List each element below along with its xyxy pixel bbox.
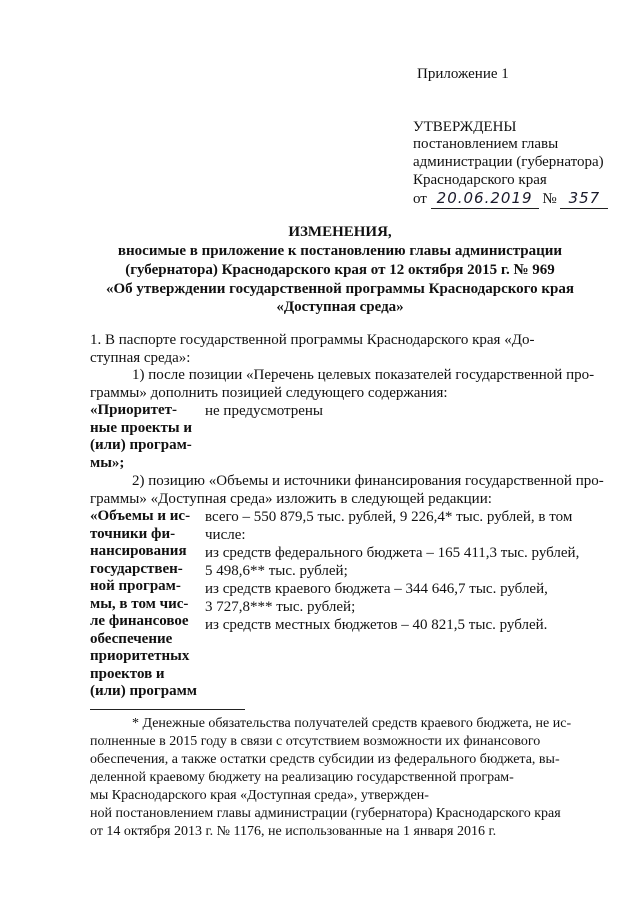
footnote-separator	[90, 709, 245, 710]
label-line: «Приоритет-	[90, 402, 178, 418]
label-line: (или) програм-	[90, 437, 192, 453]
value-line: из средств краевого бюджета – 344 646,7 тыс. рублей,	[205, 581, 548, 597]
handwritten-date: 20.06.2019	[436, 189, 533, 207]
paragraph-line: граммы» «Доступная среда» изложить в следующей редакции:	[90, 491, 492, 507]
value-line: числе:	[205, 527, 246, 543]
paragraph-line: ступная среда»:	[90, 350, 191, 366]
footnote-line: от 14 октября 2013 г. № 1176, не использованные на 1 января 2016 г.	[90, 824, 497, 839]
paragraph-line: 2) позицию «Объемы и источники финансирования государственной про-	[132, 473, 604, 489]
appendix-label: Приложение 1	[417, 66, 509, 82]
approval-title: УТВЕРЖДЕНЫ	[413, 119, 517, 135]
footnote-line: ной постановлением главы администрации (губернатора) Краснодарского края	[90, 806, 561, 821]
footnote-line: деленной краевому бюджету на реализацию государственной програм-	[90, 770, 514, 785]
value-line: всего – 550 879,5 тыс. рублей, 9 226,4* тыс. рублей, в том	[205, 509, 573, 525]
approval-date-line	[413, 189, 608, 209]
label-line: ной програм-	[90, 578, 181, 594]
label-line: «Объемы и ис-	[90, 508, 191, 524]
row-value-priority: не предусмотрены	[205, 403, 324, 419]
row-label-priority	[90, 402, 192, 472]
value-line: 3 727,8*** тыс. рублей;	[205, 599, 356, 615]
heading-line: «Об утверждении государственной программы Краснодарского края	[106, 281, 574, 297]
approval-line: Краснодарского края	[413, 172, 547, 188]
paragraph-line: граммы» дополнить позицией следующего содержания:	[90, 385, 448, 401]
paragraph-line	[90, 331, 603, 349]
label-line: мы»;	[90, 454, 125, 471]
heading-line: «Доступная среда»	[276, 299, 404, 315]
heading-line: (губернатора) Краснодарского края от 12 октября 2015 г. № 969	[125, 262, 555, 278]
label-line: точники фи-	[90, 525, 176, 542]
label-line: ные проекты и	[90, 419, 193, 436]
value-line: из средств местных бюджетов – 40 821,5 тыс. рублей.	[205, 617, 548, 633]
from-label: от	[413, 191, 427, 207]
row-value-financing	[205, 508, 579, 634]
number-field	[560, 189, 608, 209]
heading-line: вносимые в приложение к постановлению главы администрации	[117, 243, 563, 259]
document-title: ИЗМЕНЕНИЯ,	[288, 224, 392, 240]
label-line: ле финансовое	[90, 613, 189, 629]
number-label: №	[542, 191, 557, 207]
paragraph-text: 1. В паспорте государственной программы Краснодарского края «До-	[90, 332, 535, 348]
label-line: обеспечение	[90, 630, 173, 647]
footnote-line: обеспечения, а также остатки средств субсидии из федерального бюджета, вы-	[90, 752, 560, 767]
value-line: 5 498,6** тыс. рублей;	[205, 563, 348, 579]
approval-line: администрации (губернатора)	[413, 154, 604, 170]
label-line: приоритетных	[90, 648, 190, 664]
label-line: проектов и	[90, 665, 165, 682]
footnote-line: полненные в 2015 году в связи с отсутствием возможности их финансового	[90, 734, 541, 749]
row-label-financing	[90, 508, 197, 701]
handwritten-number: 357	[568, 189, 601, 207]
label-line: государствен-	[90, 560, 183, 577]
label-line: нансирования	[90, 543, 187, 559]
footnote-line: мы Краснодарского края «Доступная среда», утвержден-	[90, 788, 429, 803]
footnote-line: * Денежные обязательства получателей средств краевого бюджета, не ис-	[132, 716, 572, 731]
paragraph-line: 1) после позиции «Перечень целевых показателей государственной про-	[132, 367, 595, 383]
date-field	[431, 189, 539, 209]
label-line: (или) программ	[90, 683, 198, 699]
label-line: мы, в том чис-	[90, 595, 189, 612]
approval-line: постановлением главы	[413, 136, 559, 152]
value-line: из средств федерального бюджета – 165 411,3 тыс. рублей,	[205, 545, 580, 561]
